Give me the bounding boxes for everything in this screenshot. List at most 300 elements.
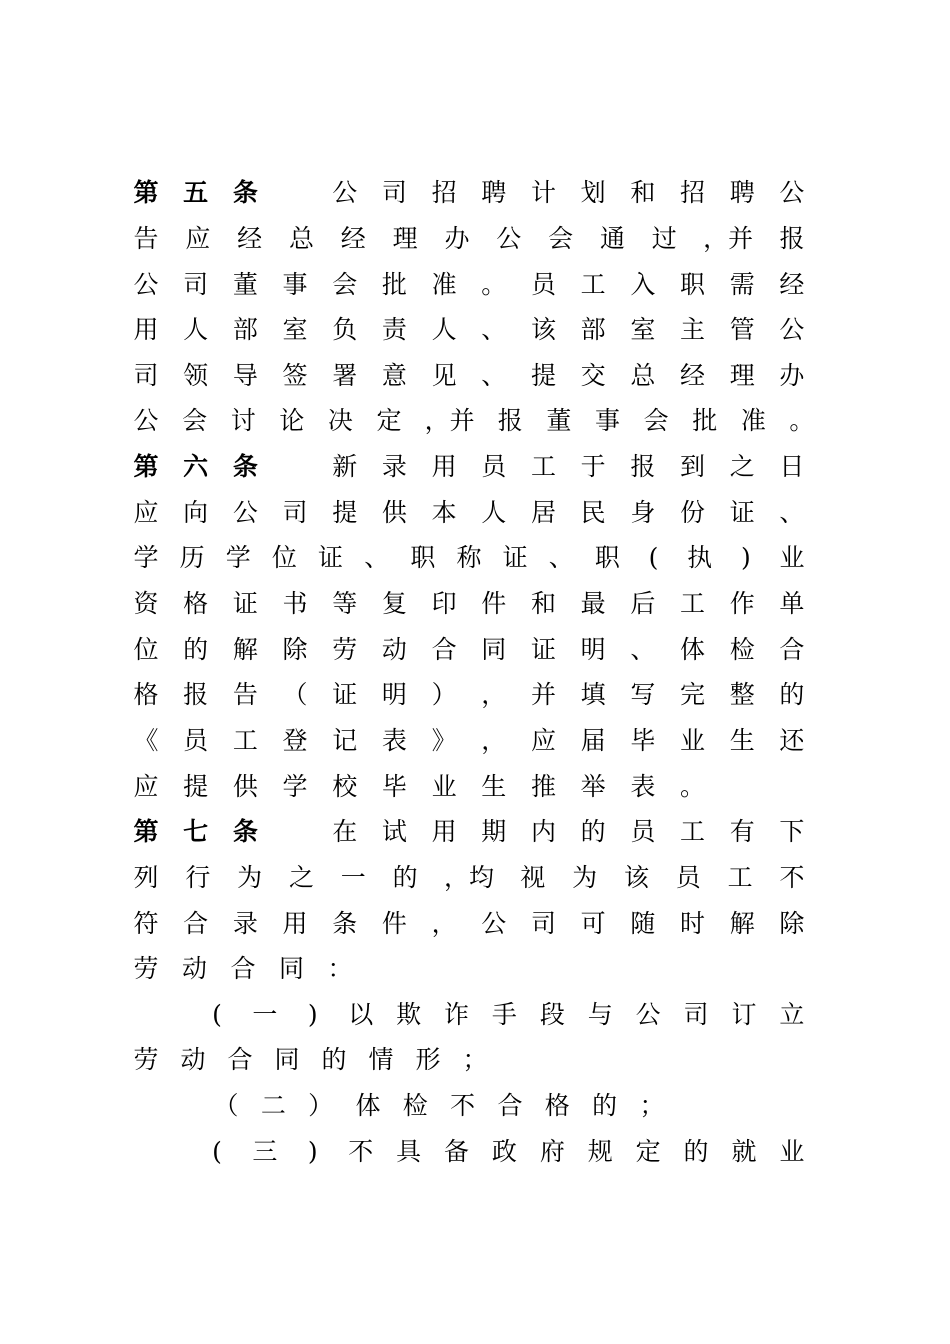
text-char: 填 xyxy=(580,680,606,709)
text-char: 告 xyxy=(232,680,258,709)
text-char: 条 xyxy=(332,909,358,938)
text-char: 公 xyxy=(133,406,159,435)
text-char: 会 xyxy=(643,406,669,435)
text-char: 业 xyxy=(779,1137,805,1166)
text-char: 向 xyxy=(183,498,209,527)
text-char: 计 xyxy=(530,178,556,207)
text-char: 备 xyxy=(444,1137,470,1166)
text-char: 订 xyxy=(731,1000,757,1029)
text-char: ) xyxy=(307,1000,318,1029)
text-char: 有 xyxy=(729,817,755,846)
text-char: 、 xyxy=(481,361,507,390)
text-char: 件 xyxy=(481,589,507,618)
text-char: 批 xyxy=(692,406,718,435)
text-char: ， xyxy=(481,726,507,755)
text-char: 称 xyxy=(456,543,482,572)
text-char: 管 xyxy=(729,315,755,344)
text-char: 司 xyxy=(133,361,159,390)
article-heading-char: 五 xyxy=(183,178,209,207)
text-line xyxy=(133,444,805,490)
text-char: （ xyxy=(282,680,308,709)
text-char: 和 xyxy=(630,178,656,207)
text-char: 公 xyxy=(779,178,805,207)
text-char: 招 xyxy=(431,178,457,207)
text-char: 民 xyxy=(580,498,606,527)
text-char: 欺 xyxy=(396,1000,422,1029)
text-char: 、 xyxy=(364,543,390,572)
text-char: 届 xyxy=(580,726,606,755)
text-char: 理 xyxy=(392,224,418,253)
text-char: 聘 xyxy=(729,178,755,207)
text-char: 学 xyxy=(282,772,308,801)
text-char: 整 xyxy=(729,680,755,709)
text-char: 经 xyxy=(340,224,366,253)
text-char: ， xyxy=(431,909,457,938)
text-char: 资 xyxy=(133,589,159,618)
text-char: ： xyxy=(327,954,353,983)
text-char: 在 xyxy=(332,817,358,846)
text-char: 。 xyxy=(481,270,507,299)
text-char: 提 xyxy=(332,498,358,527)
text-char: 会 xyxy=(548,224,574,253)
text-char: 具 xyxy=(396,1137,422,1166)
text-char: 劳 xyxy=(133,1045,159,1074)
text-char: 员 xyxy=(183,726,209,755)
text-char: 完 xyxy=(680,680,706,709)
text-char: 执 xyxy=(687,543,713,572)
text-char: 见 xyxy=(431,361,457,390)
text-char: 作 xyxy=(729,589,755,618)
text-char: 准 xyxy=(431,270,457,299)
text-char: ， xyxy=(481,680,507,709)
text-char: 员 xyxy=(530,270,556,299)
text-char: 合 xyxy=(230,954,256,983)
text-char: 列 xyxy=(133,863,159,892)
text-char: 学 xyxy=(225,543,251,572)
text-char: 交 xyxy=(580,361,606,390)
text-char: 人 xyxy=(183,315,209,344)
text-char: 经 xyxy=(680,361,706,390)
text-char: 份 xyxy=(680,498,706,527)
text-char: 员 xyxy=(675,863,701,892)
text-char: 体 xyxy=(680,635,706,664)
text-char: 用 xyxy=(282,909,308,938)
text-char: ( xyxy=(212,1137,222,1166)
text-char: 明 xyxy=(580,635,606,664)
text-line xyxy=(133,946,353,992)
text-char: 随 xyxy=(630,909,656,938)
text-char: 办 xyxy=(779,361,805,390)
text-char: 公 xyxy=(332,178,358,207)
text-char: 用 xyxy=(133,315,159,344)
text-char: 政 xyxy=(491,1137,517,1166)
text-char: 位 xyxy=(133,635,159,664)
text-char: 业 xyxy=(431,772,457,801)
text-char: 。 xyxy=(789,406,815,435)
text-char: 部 xyxy=(580,315,606,344)
text-char: 段 xyxy=(539,1000,565,1029)
text-char: 同 xyxy=(274,1045,300,1074)
text-char: 供 xyxy=(232,772,258,801)
text-char: 同 xyxy=(481,635,507,664)
text-line xyxy=(133,353,805,399)
text-line xyxy=(133,672,805,718)
text-char: 和 xyxy=(530,589,556,618)
text-char: 推 xyxy=(530,772,556,801)
text-char: 证 xyxy=(530,635,556,664)
text-char: 事 xyxy=(594,406,620,435)
text-line xyxy=(133,627,805,673)
text-char: 部 xyxy=(232,315,258,344)
text-char: 学 xyxy=(133,543,159,572)
text-char: 应 xyxy=(133,498,159,527)
text-char: 格 xyxy=(544,1091,570,1120)
text-char: 应 xyxy=(185,224,211,253)
text-char: 形 xyxy=(415,1045,441,1074)
text-char: 不 xyxy=(348,1137,374,1166)
text-char: 复 xyxy=(381,589,407,618)
text-line xyxy=(133,718,805,764)
text-char: 用 xyxy=(431,452,457,481)
text-char: 于 xyxy=(580,452,606,481)
text-char: 内 xyxy=(530,817,556,846)
text-char: 室 xyxy=(630,315,656,344)
text-char: ) xyxy=(307,1137,318,1166)
text-char: 公 xyxy=(133,270,159,299)
text-char: 符 xyxy=(133,909,159,938)
text-char: 意 xyxy=(381,361,407,390)
text-char: 员 xyxy=(481,452,507,481)
article-heading-char: 条 xyxy=(232,178,258,207)
text-char: 工 xyxy=(680,817,706,846)
article-heading-char: 第 xyxy=(133,817,159,846)
text-char: 合 xyxy=(779,635,805,664)
text-char: 》 xyxy=(431,726,457,755)
text-char: 的 xyxy=(183,635,209,664)
article-heading-char: 六 xyxy=(183,452,209,481)
text-char: 事 xyxy=(282,270,308,299)
text-char: 职 xyxy=(410,543,436,572)
text-char: 日 xyxy=(779,452,805,481)
text-char: 可 xyxy=(580,909,606,938)
text-char: 报 xyxy=(779,224,805,253)
text-char: 证 xyxy=(729,498,755,527)
text-char: 过 xyxy=(651,224,677,253)
text-char: ( xyxy=(648,543,659,572)
text-char: 毕 xyxy=(630,726,656,755)
text-char: 记 xyxy=(332,726,358,755)
text-char: 毕 xyxy=(381,772,407,801)
text-char: 室 xyxy=(282,315,308,344)
text-char: 为 xyxy=(237,863,263,892)
text-line xyxy=(133,262,805,308)
text-char: 人 xyxy=(431,315,457,344)
text-char: 证 xyxy=(332,680,358,709)
text-char: 视 xyxy=(520,863,546,892)
text-char: 总 xyxy=(630,361,656,390)
article-heading-char: 第 xyxy=(133,452,159,481)
text-char: 不 xyxy=(450,1091,476,1120)
article-heading-char: 七 xyxy=(183,817,209,846)
text-char: 同 xyxy=(278,954,304,983)
text-char: 提 xyxy=(530,361,556,390)
text-char: 司 xyxy=(683,1000,709,1029)
text-line xyxy=(133,398,815,444)
text-char: 业 xyxy=(680,726,706,755)
text-char: 检 xyxy=(402,1091,428,1120)
text-char: 负 xyxy=(332,315,358,344)
text-char: 、 xyxy=(481,315,507,344)
text-char: 工 xyxy=(727,863,753,892)
text-char: 府 xyxy=(539,1137,565,1166)
text-char: 定 xyxy=(376,406,402,435)
text-char: 行 xyxy=(185,863,211,892)
text-char: 之 xyxy=(729,452,755,481)
text-char: 的 xyxy=(779,680,805,709)
text-char: 时 xyxy=(680,909,706,938)
text-char: 书 xyxy=(282,589,308,618)
text-char: ，均 xyxy=(443,863,494,892)
text-char: 需 xyxy=(729,270,755,299)
text-char: 除 xyxy=(779,909,805,938)
text-char: 人 xyxy=(481,498,507,527)
text-char: 表 xyxy=(630,772,656,801)
text-char: 、 xyxy=(630,635,656,664)
text-char: 招 xyxy=(680,178,706,207)
text-char: 的 xyxy=(580,817,606,846)
text-char: ( xyxy=(212,1000,222,1029)
text-char: 劳 xyxy=(332,635,358,664)
text-line xyxy=(133,855,805,901)
text-char: 二 xyxy=(260,1091,286,1120)
text-char: 应 xyxy=(530,726,556,755)
text-char: 不 xyxy=(779,863,805,892)
text-char: 划 xyxy=(580,178,606,207)
text-char: 之 xyxy=(288,863,314,892)
text-char: 校 xyxy=(332,772,358,801)
text-char: 总 xyxy=(288,224,314,253)
text-char: 的 xyxy=(683,1137,709,1166)
text-char: 新 xyxy=(332,452,358,481)
text-line xyxy=(133,764,805,810)
text-char: 解 xyxy=(729,909,755,938)
text-char: ，并 xyxy=(703,224,754,253)
text-char: 格 xyxy=(133,680,159,709)
text-char: 署 xyxy=(332,361,358,390)
text-char: 报 xyxy=(630,452,656,481)
text-char: 通 xyxy=(599,224,625,253)
text-char: 《 xyxy=(133,726,159,755)
text-char: 单 xyxy=(779,589,805,618)
text-char: 三 xyxy=(252,1137,278,1166)
text-char: 件 xyxy=(381,909,407,938)
text-char: 告 xyxy=(133,224,159,253)
text-line xyxy=(213,1083,665,1129)
text-char: 的 xyxy=(392,863,418,892)
text-char: 工 xyxy=(232,726,258,755)
text-char: 职 xyxy=(680,270,706,299)
text-char: 司 xyxy=(282,498,308,527)
text-char: 理 xyxy=(729,361,755,390)
text-char: 位 xyxy=(271,543,297,572)
text-char: 、 xyxy=(548,543,574,572)
text-char: 录 xyxy=(381,452,407,481)
text-char: 。 xyxy=(680,772,706,801)
article-heading-char: 第 xyxy=(133,178,159,207)
text-char: 董 xyxy=(546,406,572,435)
text-char: 会 xyxy=(182,406,208,435)
text-line xyxy=(133,901,805,947)
text-char: 公 xyxy=(496,224,522,253)
text-char: 业 xyxy=(779,543,805,572)
text-line xyxy=(133,490,805,536)
text-char: ； xyxy=(639,1091,665,1120)
text-char: 录 xyxy=(232,909,258,938)
text-char: 格 xyxy=(183,589,209,618)
text-char: 董 xyxy=(232,270,258,299)
text-char: 聘 xyxy=(481,178,507,207)
text-char: 动 xyxy=(180,1045,206,1074)
text-line xyxy=(133,535,805,581)
text-char: 用 xyxy=(431,817,457,846)
text-char: 动 xyxy=(181,954,207,983)
text-char: 还 xyxy=(779,726,805,755)
text-char: 除 xyxy=(282,635,308,664)
text-char: 公 xyxy=(232,498,258,527)
text-char: 检 xyxy=(729,635,755,664)
text-char: 解 xyxy=(232,635,258,664)
text-char: 公 xyxy=(481,909,507,938)
text-char: 批 xyxy=(381,270,407,299)
text-char: 明 xyxy=(381,680,407,709)
text-char: 一 xyxy=(252,1000,278,1029)
text-char: 等 xyxy=(332,589,358,618)
text-char: 居 xyxy=(530,498,556,527)
text-char: 合 xyxy=(497,1091,523,1120)
text-char: 体 xyxy=(355,1091,381,1120)
text-char: 诈 xyxy=(444,1000,470,1029)
text-char: 情 xyxy=(368,1045,394,1074)
text-char: 为 xyxy=(572,863,598,892)
text-char: 合 xyxy=(431,635,457,664)
text-line xyxy=(133,581,805,627)
text-char: 主 xyxy=(680,315,706,344)
text-char: 签 xyxy=(282,361,308,390)
text-char: 动 xyxy=(381,635,407,664)
text-char: 以 xyxy=(348,1000,374,1029)
text-char: 证 xyxy=(232,589,258,618)
text-char: 立 xyxy=(779,1000,805,1029)
text-char: （ xyxy=(213,1091,239,1120)
text-char: 合 xyxy=(227,1045,253,1074)
text-char: 决 xyxy=(327,406,353,435)
text-char: 规 xyxy=(587,1137,613,1166)
text-char: 工 xyxy=(580,270,606,299)
text-char: 司 xyxy=(530,909,556,938)
text-char: 印 xyxy=(431,589,457,618)
text-char: 合 xyxy=(183,909,209,938)
text-char: 办 xyxy=(444,224,470,253)
text-char: 手 xyxy=(491,1000,517,1029)
text-char: 历 xyxy=(179,543,205,572)
text-char: 会 xyxy=(332,270,358,299)
text-char: 证 xyxy=(502,543,528,572)
text-char: 经 xyxy=(237,224,263,253)
text-line xyxy=(133,216,805,262)
text-char: 报 xyxy=(497,406,523,435)
text-line xyxy=(133,307,805,353)
text-char: 提 xyxy=(183,772,209,801)
text-char: 并 xyxy=(530,680,556,709)
text-char: 司 xyxy=(183,270,209,299)
text-char: 的 xyxy=(592,1091,618,1120)
text-char: 该 xyxy=(530,315,556,344)
text-line xyxy=(204,992,805,1038)
text-char: 职 xyxy=(594,543,620,572)
text-char: 到 xyxy=(680,452,706,481)
text-char: 供 xyxy=(381,498,407,527)
text-char: 工 xyxy=(530,452,556,481)
text-char: ） xyxy=(308,1091,334,1120)
text-char: 本 xyxy=(431,498,457,527)
text-char: 导 xyxy=(232,361,258,390)
text-char: 一 xyxy=(340,863,366,892)
article-heading-char: 条 xyxy=(232,817,258,846)
text-char: 生 xyxy=(729,726,755,755)
text-char: 领 xyxy=(183,361,209,390)
text-char: 生 xyxy=(481,772,507,801)
text-char: 公 xyxy=(635,1000,661,1029)
text-char: 的 xyxy=(321,1045,347,1074)
text-char: ) xyxy=(740,543,751,572)
text-char: 、 xyxy=(779,498,805,527)
text-char: 论 xyxy=(279,406,305,435)
text-char: ； xyxy=(462,1045,488,1074)
text-char: 表 xyxy=(381,726,407,755)
text-char: 证 xyxy=(318,543,344,572)
text-char: 经 xyxy=(779,270,805,299)
text-char: 身 xyxy=(630,498,656,527)
text-char: 员 xyxy=(630,817,656,846)
text-char: 就 xyxy=(731,1137,757,1166)
text-char: 写 xyxy=(630,680,656,709)
text-char: 下 xyxy=(779,817,805,846)
text-char: 讨 xyxy=(230,406,256,435)
text-line xyxy=(133,809,805,855)
text-line xyxy=(133,1037,488,1083)
text-char: 公 xyxy=(779,315,805,344)
text-char: 司 xyxy=(381,178,407,207)
text-char: 登 xyxy=(282,726,308,755)
text-line xyxy=(133,170,805,216)
text-char: 工 xyxy=(680,589,706,618)
text-char: 与 xyxy=(587,1000,613,1029)
text-char: 入 xyxy=(630,270,656,299)
text-char: 应 xyxy=(133,772,159,801)
text-char: 劳 xyxy=(133,954,159,983)
text-char: 定 xyxy=(635,1137,661,1166)
text-char: 后 xyxy=(630,589,656,618)
article-heading-char: 条 xyxy=(232,452,258,481)
text-char: ） xyxy=(431,680,457,709)
text-char: 该 xyxy=(623,863,649,892)
text-char: 责 xyxy=(381,315,407,344)
text-line xyxy=(204,1129,805,1175)
text-char: 报 xyxy=(183,680,209,709)
text-char: 期 xyxy=(481,817,507,846)
text-char: ，并 xyxy=(424,406,475,435)
text-char: 试 xyxy=(381,817,407,846)
